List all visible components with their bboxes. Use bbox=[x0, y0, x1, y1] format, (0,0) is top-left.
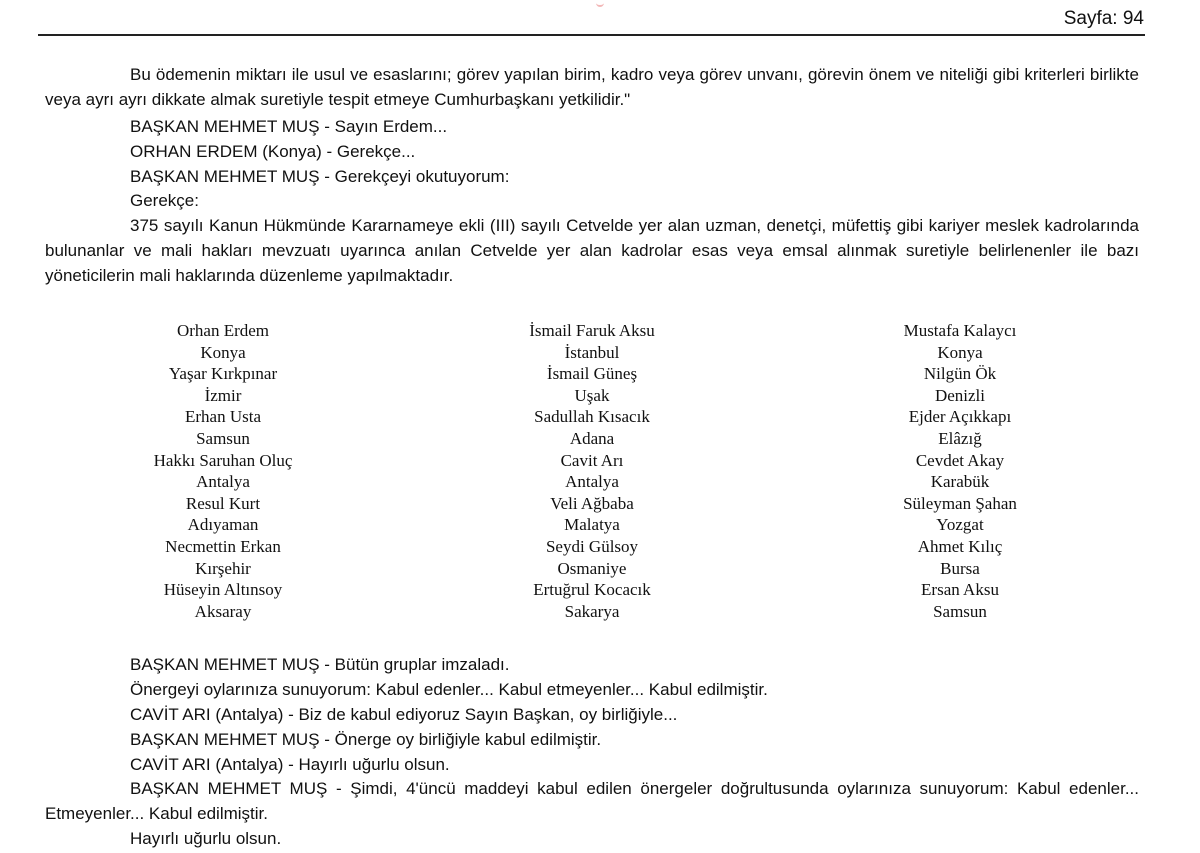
gerekce-heading: Gerekçe: bbox=[130, 191, 199, 210]
signatory-city: Bursa bbox=[940, 558, 980, 578]
signatory-name: Nilgün Ök bbox=[923, 364, 997, 384]
header-decoration bbox=[596, 0, 604, 7]
signatory-name: İsmail Güneş bbox=[546, 364, 638, 384]
signatory-city: Kırşehir bbox=[195, 558, 251, 578]
signatory-name: İsmail Faruk Aksu bbox=[529, 321, 655, 340]
speech-line: BAŞKAN MEHMET MUŞ - Önerge oy birliğiyle kabul edilmiştir. bbox=[130, 730, 602, 749]
signatory-name: Ertuğrul Kocacık bbox=[533, 580, 651, 600]
signatory-name: Erhan Usta bbox=[184, 407, 261, 427]
signatory-name: Yaşar Kırkpınar bbox=[168, 364, 278, 384]
signatory-column-1 bbox=[73, 320, 373, 622]
speech-line: BAŞKAN MEHMET MUŞ - Bütün gruplar imzaladı. bbox=[130, 655, 510, 674]
signatory-city: Osmaniye bbox=[557, 558, 627, 578]
speech-line: CAVİT ARI (Antalya) - Biz de kabul ediyoruz Sayın Başkan, oy birliğiyle... bbox=[130, 705, 678, 724]
signatory-city: Konya bbox=[200, 342, 246, 362]
signatory-city: İzmir bbox=[204, 385, 242, 405]
signatory-name: Ahmet Kılıç bbox=[917, 536, 1003, 556]
speech-line: Önergeyi oylarınıza sunuyorum: Kabul edenler... Kabul etmeyenler... Kabul edilmiştir. bbox=[130, 680, 768, 699]
signatory-city: Uşak bbox=[574, 385, 610, 405]
signatory-city: Yozgat bbox=[936, 515, 984, 535]
speech-line: ORHAN ERDEM (Konya) - Gerekçe... bbox=[130, 142, 416, 161]
signatory-name: Cevdet Akay bbox=[915, 450, 1005, 470]
signatory-city: Aksaray bbox=[194, 601, 252, 621]
signatory-name: Süleyman Şahan bbox=[903, 493, 1017, 513]
signatory-city: Sakarya bbox=[564, 601, 620, 621]
closing-line: Hayırlı uğurlu olsun. bbox=[130, 829, 282, 848]
gerekce-paragraph-text: 375 sayılı Kanun Hükmünde Kararnameye ekli (III) sayılı Cetvelde yer alan uzman, denetçi, müfettiş gibi kariyer meslek kadrolarında bulunanlar ve mali hakları mevzuatı uyarınca anılan Cetvelde yer alan kadrolar esas veya emsal alınmak suretiyle belirlenenler ile bazı yöneticilerin mali haklarında düzenleme yapılmaktadır. bbox=[45, 216, 1139, 285]
signatory-city: İstanbul bbox=[564, 342, 620, 362]
signatory-city: Malatya bbox=[564, 515, 620, 535]
signatory-city: Antalya bbox=[196, 472, 250, 492]
signatory-name: Hüseyin Altınsoy bbox=[163, 580, 283, 600]
signatory-city: Karabük bbox=[930, 472, 990, 492]
signatory-city: Adıyaman bbox=[187, 515, 259, 535]
signatory-name: Orhan Erdem bbox=[176, 321, 270, 340]
page-number: Sayfa: 94 bbox=[1063, 8, 1144, 29]
signatory-city: Adana bbox=[569, 428, 615, 448]
signatory-city: Samsun bbox=[196, 428, 250, 448]
signatory-city: Denizli bbox=[934, 385, 986, 405]
final-paragraph-text: BAŞKAN MEHMET MUŞ - Şimdi, 4'üncü maddeyi kabul edilen önergeler doğrultusunda oylarınıza sunuyorum: Kabul edenler... Etmeyenler... Kabul edilmiştir. bbox=[45, 779, 1139, 823]
signatory-column-3 bbox=[810, 320, 1110, 622]
gerekce-paragraph bbox=[45, 214, 1139, 288]
signatory-name: Ersan Aksu bbox=[921, 580, 999, 600]
signatory-name: Cavit Arı bbox=[560, 450, 624, 470]
speech-line: CAVİT ARI (Antalya) - Hayırlı uğurlu olsun. bbox=[130, 755, 450, 774]
signatory-column-2 bbox=[442, 320, 742, 622]
speech-line: BAŞKAN MEHMET MUŞ - Sayın Erdem... bbox=[130, 117, 448, 136]
signatory-city: Antalya bbox=[565, 472, 619, 492]
top-paragraph-text: Bu ödemenin miktarı ile usul ve esaslarını; görev yapılan birim, kadro veya görev unvanı, görevin önem ve niteliği gibi kriterleri birlikte veya ayrı ayrı dikkate almak suretiyle tespit etmeye Cumhurbaşkanı yetkilidir." bbox=[45, 65, 1139, 109]
signatory-city: Konya bbox=[937, 342, 983, 362]
signatory-name: Sadullah Kısacık bbox=[534, 407, 650, 427]
final-paragraph bbox=[45, 777, 1139, 827]
signatory-name: Ejder Açıkkapı bbox=[908, 407, 1012, 427]
speech-line: BAŞKAN MEHMET MUŞ - Gerekçeyi okutuyorum: bbox=[130, 167, 510, 186]
signatory-name: Veli Ağbaba bbox=[550, 493, 634, 513]
signatory-city: Samsun bbox=[933, 601, 987, 621]
signatory-name: Seydi Gülsoy bbox=[545, 536, 639, 556]
signatory-city: Elâzığ bbox=[938, 428, 982, 448]
signatory-name: Necmettin Erkan bbox=[165, 536, 281, 556]
header-divider bbox=[38, 34, 1145, 36]
signatory-name: Resul Kurt bbox=[185, 493, 261, 513]
signatory-name: Mustafa Kalaycı bbox=[903, 321, 1017, 340]
signatory-name: Hakkı Saruhan Oluç bbox=[153, 450, 293, 470]
top-paragraph bbox=[45, 63, 1139, 113]
